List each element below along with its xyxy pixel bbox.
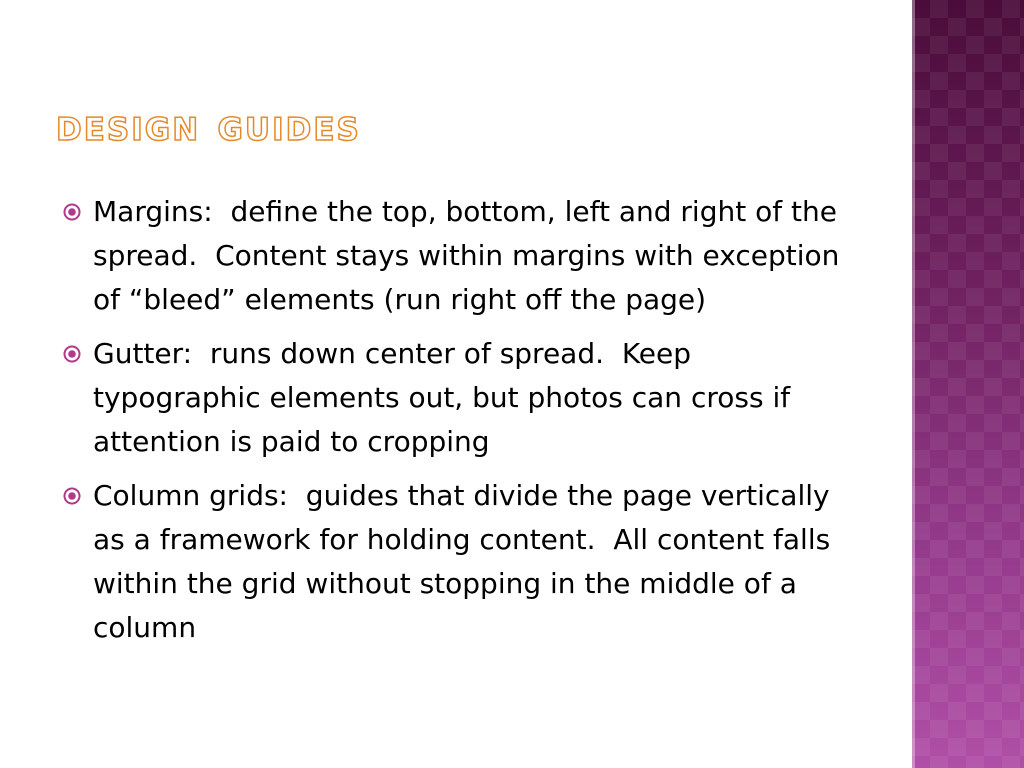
bullet-list: [62, 190, 852, 660]
radio-circle-icon: [62, 486, 82, 506]
slide-title: design guides: [56, 100, 361, 151]
radio-circle-icon: [62, 344, 82, 364]
decorative-side-band: [912, 0, 1024, 768]
bullet-item-margins: [62, 190, 852, 322]
bullet-text: Gutter: runs down center of spread. Keep typographic elements out, but photos can cross if attention is paid to cropping: [93, 337, 799, 458]
bullet-item-gutter: [62, 332, 852, 464]
radio-circle-icon: [62, 202, 82, 222]
diamond-pattern: [912, 0, 1024, 768]
band-edge-line: [912, 0, 915, 768]
bullet-text: Margins: define the top, bottom, left and right of the spread. Content stays within margins with exception of “bleed” elements (run right off the page): [93, 195, 849, 316]
bullet-item-column-grids: [62, 474, 852, 650]
bullet-text: Column grids: guides that divide the page vertically as a framework for holding content. All content falls within the grid without stopping in the middle of a column: [93, 479, 840, 644]
